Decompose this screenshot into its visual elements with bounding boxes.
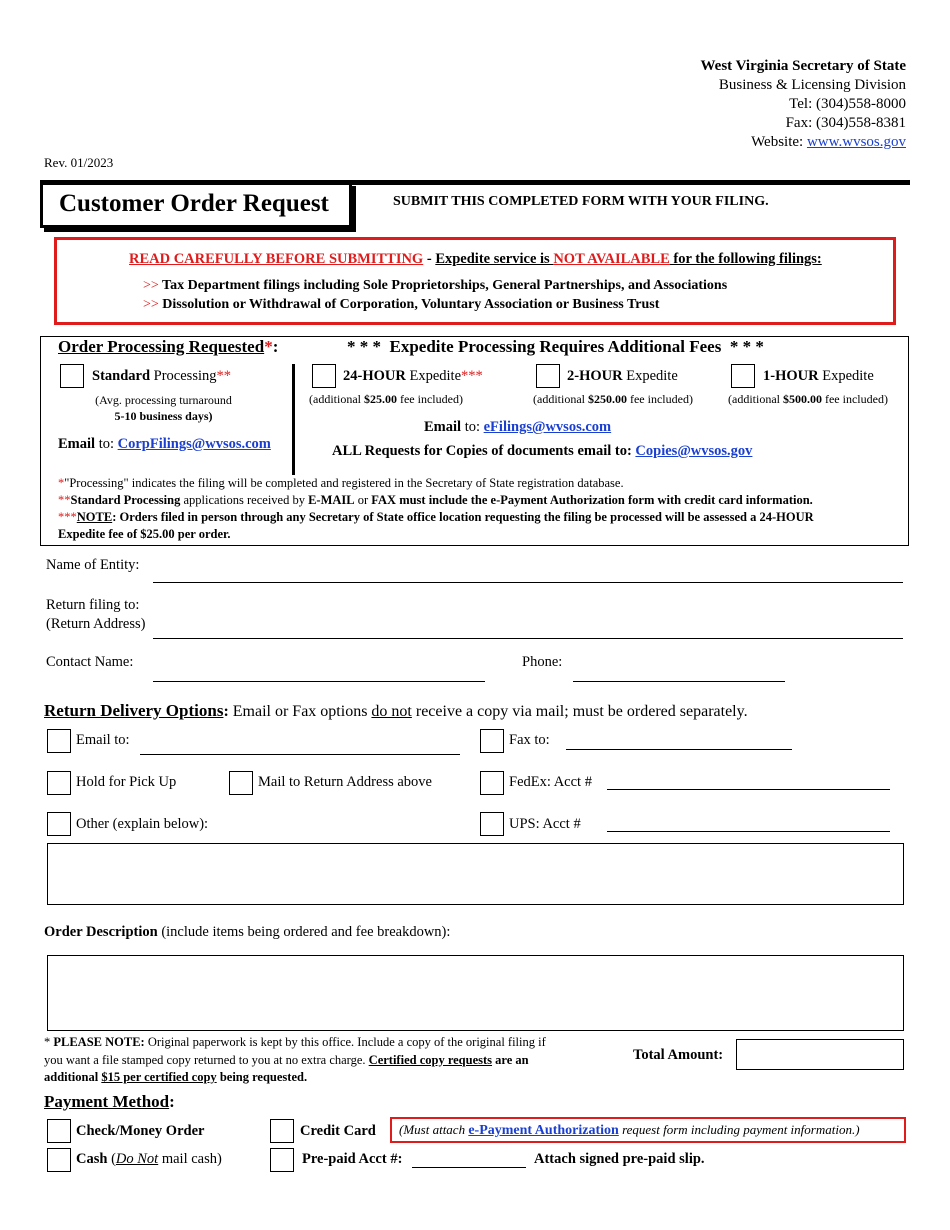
1-hour-label xyxy=(763,368,874,385)
return-label-2: (Return Address) xyxy=(46,616,146,632)
fax-to-input[interactable] xyxy=(566,749,792,750)
email-label: Email xyxy=(424,419,462,435)
cash-label xyxy=(76,1151,222,1168)
payment-heading: Payment Method xyxy=(44,1092,170,1111)
note-or: or xyxy=(354,493,372,507)
website-link[interactable]: www.wvsos.gov xyxy=(806,134,906,150)
note-star: * xyxy=(58,476,65,490)
copies-line xyxy=(332,443,752,460)
payment-heading-wrap xyxy=(44,1092,175,1112)
delivery-note: receive a copy via mail; must be ordered separately. xyxy=(411,703,748,720)
contact-input[interactable] xyxy=(153,681,485,682)
ups-account-input[interactable] xyxy=(607,831,890,832)
credit-card-label: Credit Card xyxy=(300,1123,376,1139)
processing-divider xyxy=(292,364,295,475)
24-hour-fee xyxy=(309,392,463,407)
email-to-input[interactable] xyxy=(140,754,460,755)
please-note xyxy=(44,1034,624,1087)
24-hour-rest: Expedite xyxy=(405,368,462,384)
pickup-checkbox[interactable] xyxy=(47,771,71,795)
fax-checkbox[interactable] xyxy=(480,729,504,753)
warning-item xyxy=(143,276,727,295)
cash-pre: ( xyxy=(107,1151,116,1167)
other-label: Other (explain below): xyxy=(76,816,209,832)
attach-prepaid-note: Attach signed pre-paid slip. xyxy=(534,1151,705,1167)
website-label: Website: xyxy=(751,134,804,150)
processing-note-2 xyxy=(58,492,906,509)
title-box xyxy=(40,182,352,228)
total-amount-input[interactable] xyxy=(736,1039,904,1070)
expedite-email xyxy=(424,419,611,436)
fee-post: fee included) xyxy=(626,392,693,406)
standard-email xyxy=(58,436,271,453)
pickup-label: Hold for Pick Up xyxy=(76,774,177,790)
fee-pre: (additional xyxy=(309,392,364,406)
fedex-account-input[interactable] xyxy=(607,789,890,790)
return-label-1: Return filing to: xyxy=(46,597,140,613)
expedite-heading: * * * Expedite Processing Requires Additional Fees * * * xyxy=(347,337,764,356)
note-text: are an xyxy=(492,1052,529,1067)
1-hour-bold: 1-HOUR xyxy=(763,368,819,384)
cash-checkbox[interactable] xyxy=(47,1148,71,1172)
fedex-label: FedEx: Acct # xyxy=(509,774,592,790)
entity-input[interactable] xyxy=(153,582,903,583)
phone-label: Phone: xyxy=(522,654,563,670)
fax-to-label: Fax to: xyxy=(509,732,550,748)
note-star: ** xyxy=(58,493,71,507)
certified-text: Certified copy requests xyxy=(368,1052,493,1067)
order-description-textarea[interactable] xyxy=(47,955,904,1031)
warning-item-text: Tax Department filings including Sole Proprietorships, General Partnerships, and Associations xyxy=(162,278,728,293)
colon: : xyxy=(223,703,229,720)
1-hour-rest: Expedite xyxy=(818,368,874,384)
note-star: * xyxy=(44,1035,54,1049)
note-text: additional xyxy=(44,1070,102,1084)
fee-pre: (additional xyxy=(728,392,783,406)
total-amount-label: Total Amount: xyxy=(633,1047,724,1063)
to-label: to: xyxy=(95,436,118,452)
delivery-note-underline: do not xyxy=(371,703,412,720)
corp-email-link[interactable]: CorpFilings@wvsos.com xyxy=(117,436,271,452)
fedex-checkbox[interactable] xyxy=(480,771,504,795)
2-hour-fee xyxy=(533,392,693,407)
expedite-note-pre: Expedite service is xyxy=(435,251,554,267)
return-address-input[interactable] xyxy=(153,638,903,639)
agency-header xyxy=(506,57,906,152)
order-description-label xyxy=(44,924,450,941)
submit-note: SUBMIT THIS COMPLETED FORM WITH YOUR FILING. xyxy=(393,194,769,209)
copies-email-link[interactable]: Copies@wvsos.gov xyxy=(635,443,753,459)
e-payment-authorization-link[interactable]: e-Payment Authorization xyxy=(468,1123,619,1138)
fee-pre: (additional xyxy=(533,392,588,406)
credit-card-note xyxy=(390,1117,906,1143)
note-text: being requested. xyxy=(216,1070,308,1084)
processing-heading-wrap xyxy=(58,337,278,357)
note-text: : Orders filed in person through any Secretary of State office location requesting the filing be processed will be assessed a 24-HOUR xyxy=(112,510,814,524)
check-money-order-label: Check/Money Order xyxy=(76,1123,205,1139)
delivery-heading: Return Delivery Options xyxy=(44,701,224,720)
1-hour-fee xyxy=(728,392,888,407)
delivery-heading-wrap xyxy=(44,701,748,721)
prepaid-checkbox[interactable] xyxy=(270,1148,294,1172)
email-label: Email xyxy=(58,436,96,452)
note-text: must include the e-Payment Authorization form with credit card information. xyxy=(396,493,813,507)
24-hour-checkbox[interactable] xyxy=(312,364,336,388)
standard-rest: Processing xyxy=(150,368,217,384)
note-star: *** xyxy=(58,510,77,524)
delivery-note: Email or Fax options xyxy=(228,703,372,720)
arrow: >> xyxy=(143,278,159,293)
efilings-email-link[interactable]: eFilings@wvsos.com xyxy=(483,419,612,435)
24-hour-bold: 24-HOUR xyxy=(343,368,406,384)
fee-amount: $25.00 xyxy=(363,392,397,406)
standard-checkbox[interactable] xyxy=(60,364,84,388)
email-to-label: Email to: xyxy=(76,732,130,748)
fee-amount: $250.00 xyxy=(587,392,627,406)
24-hour-stars: *** xyxy=(461,368,483,384)
note-text: "Processing" indicates the filing will be completed and registered in the Secretary of State registration database. xyxy=(64,476,624,490)
fee-post: fee included) xyxy=(821,392,888,406)
warning-item-text: Dissolution or Withdrawal of Corporation, Voluntary Association or Business Trust xyxy=(162,297,660,312)
prepaid-label: Pre-paid Acct #: xyxy=(302,1151,403,1167)
note-text: Original paperwork is kept by this office. Include a copy of the original filing if xyxy=(144,1035,546,1049)
prepaid-account-input[interactable] xyxy=(412,1167,526,1168)
cash-post: mail cash) xyxy=(158,1151,222,1167)
processing-notes xyxy=(58,475,906,543)
phone-input[interactable] xyxy=(573,681,785,682)
1-hour-checkbox[interactable] xyxy=(731,364,755,388)
to-label: to: xyxy=(461,419,484,435)
mail-label: Mail to Return Address above xyxy=(258,774,432,790)
note-text: applications received by xyxy=(180,493,309,507)
colon: : xyxy=(272,337,279,356)
agency-name: West Virginia Secretary of State xyxy=(700,58,906,74)
credit-card-checkbox[interactable] xyxy=(270,1119,294,1143)
note-bold: Standard Processing xyxy=(70,493,181,507)
fee-post: fee included) xyxy=(396,392,463,406)
other-explain-textarea[interactable] xyxy=(47,843,904,905)
copies-text: ALL Requests for Copies of documents email to: xyxy=(332,443,636,459)
credit-note-pre: (Must attach xyxy=(399,1122,469,1137)
warning-item xyxy=(143,295,727,314)
arrow: >> xyxy=(143,297,159,312)
entity-label: Name of Entity: xyxy=(46,557,140,573)
cash-bold: Cash xyxy=(76,1151,108,1167)
2-hour-rest: Expedite xyxy=(622,368,678,384)
note-fax: FAX xyxy=(371,493,397,507)
return-label xyxy=(46,596,145,634)
standard-stars: ** xyxy=(216,368,231,384)
24-hour-label xyxy=(343,368,483,385)
read-carefully: READ CAREFULLY BEFORE SUBMITTING xyxy=(129,251,424,267)
2-hour-label xyxy=(567,368,678,385)
note-bold: PLEASE NOTE: xyxy=(53,1035,145,1049)
note-label: NOTE xyxy=(76,510,113,524)
cash-underline: Do Not xyxy=(115,1151,159,1167)
2-hour-bold: 2-HOUR xyxy=(567,368,623,384)
2-hour-checkbox[interactable] xyxy=(536,364,560,388)
fee-amount: $500.00 xyxy=(782,392,822,406)
processing-heading: Order Processing Requested xyxy=(58,337,265,356)
division-name: Business & Licensing Division xyxy=(718,77,906,93)
ups-label: UPS: Acct # xyxy=(509,816,581,832)
standard-bold: Standard xyxy=(92,368,151,384)
revision-date: Rev. 01/2023 xyxy=(44,155,114,170)
ups-checkbox[interactable] xyxy=(480,812,504,836)
credit-note-post: request form including payment information.) xyxy=(618,1122,860,1137)
order-label-bold: Order Description xyxy=(44,924,158,940)
check-money-order-checkbox[interactable] xyxy=(47,1119,71,1143)
processing-note-1 xyxy=(58,475,906,492)
expedite-note-post: for the following filings: xyxy=(669,251,822,267)
fee-text: $15 per certified copy xyxy=(101,1070,217,1084)
warning-box xyxy=(54,237,896,325)
standard-note xyxy=(86,392,241,424)
other-checkbox[interactable] xyxy=(47,812,71,836)
standard-note-2: 5-10 business days) xyxy=(114,409,213,423)
fax-number: Fax: (304)558-8381 xyxy=(785,115,906,131)
processing-note-3b: Expedite fee of $25.00 per order. xyxy=(58,527,231,541)
colon: : xyxy=(169,1092,175,1111)
note-email: E-MAIL xyxy=(308,493,355,507)
email-checkbox[interactable] xyxy=(47,729,71,753)
not-available: NOT AVAILABLE xyxy=(553,251,670,267)
required-star: * xyxy=(264,337,273,356)
contact-label: Contact Name: xyxy=(46,654,134,670)
standard-note-1: (Avg. processing turnaround xyxy=(95,393,232,407)
processing-note-3 xyxy=(58,509,906,526)
page-title: Customer Order Request xyxy=(59,190,329,217)
standard-label xyxy=(92,368,231,385)
order-label-rest: (include items being ordered and fee breakdown): xyxy=(157,924,451,940)
mail-checkbox[interactable] xyxy=(229,771,253,795)
telephone: Tel: (304)558-8000 xyxy=(789,96,906,112)
note-text: you want a file stamped copy returned to you at no extra charge. xyxy=(44,1052,369,1067)
dash: - xyxy=(423,251,436,267)
